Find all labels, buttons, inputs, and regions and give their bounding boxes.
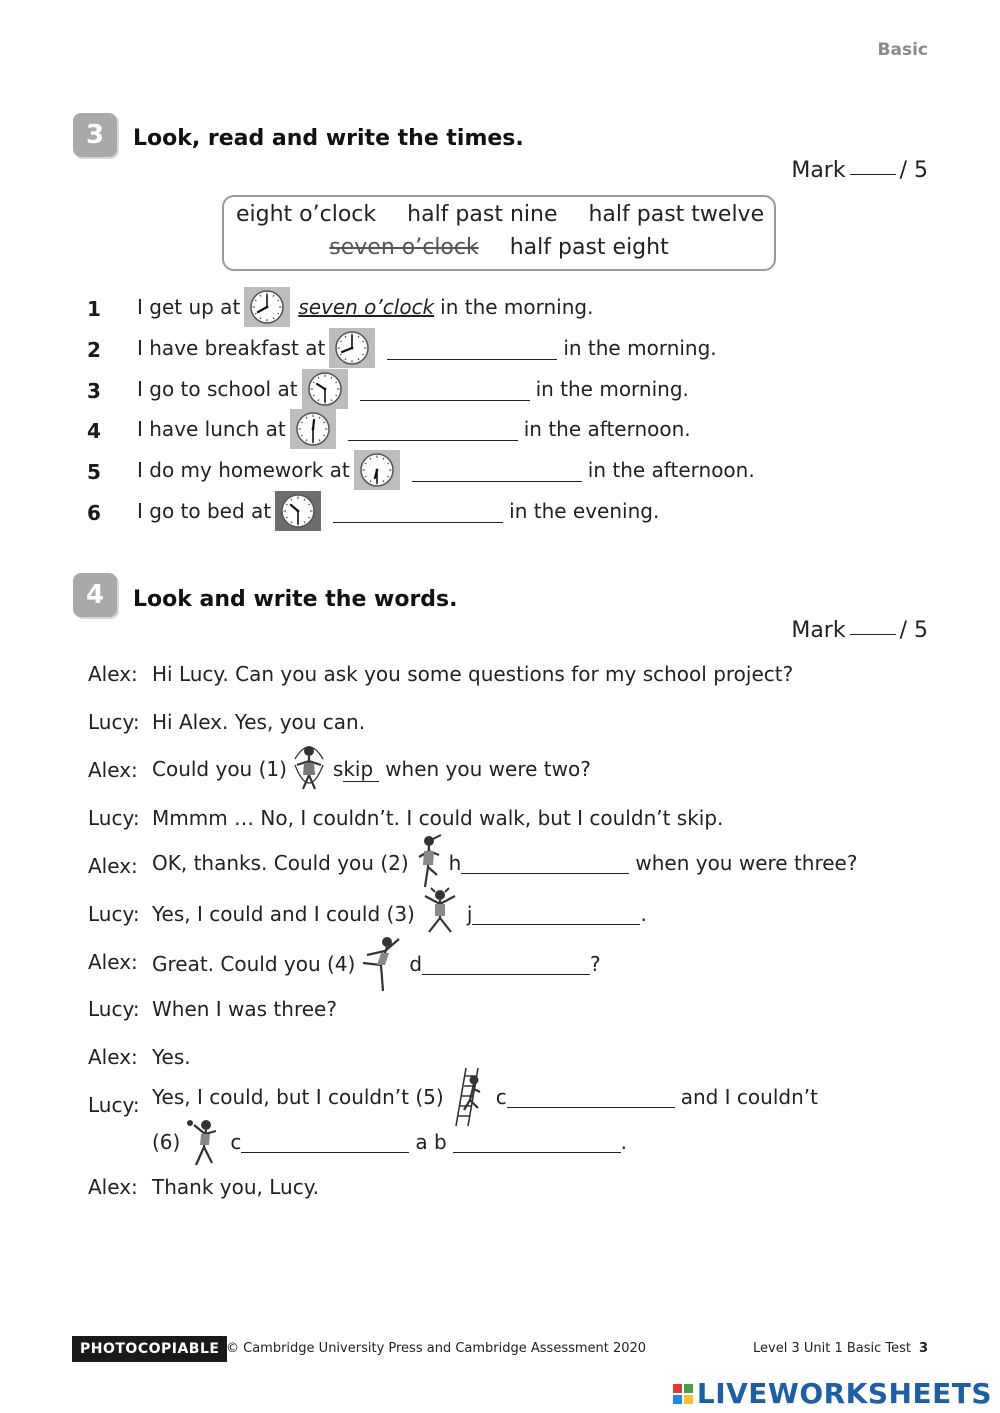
- speaker-label: Alex:: [88, 950, 138, 974]
- question-text: in the morning.: [563, 336, 717, 360]
- dialogue-text: When I was three?: [152, 997, 337, 1021]
- dialogue-line: [152, 997, 337, 1021]
- dialogue-line: [152, 662, 793, 686]
- speaker-label: Lucy:: [88, 902, 140, 926]
- question-text: in the evening.: [509, 499, 660, 523]
- clock-icon: [354, 450, 400, 490]
- liveworksheets-logo[interactable]: [673, 1377, 992, 1410]
- page-number: 3: [919, 1341, 929, 1356]
- speaker-label: Alex:: [88, 1175, 138, 1199]
- speaker-label: Lucy:: [88, 806, 140, 830]
- section-3-mark: [791, 158, 928, 183]
- speaker-label: Alex:: [88, 758, 138, 782]
- dialogue-line: [152, 738, 591, 800]
- dialogue-line: [152, 806, 723, 830]
- question-number: 1: [87, 297, 101, 321]
- speaker-label: Lucy:: [88, 1093, 140, 1117]
- question-text: I do my homework at: [137, 458, 350, 482]
- girl-catching-ball-icon: [184, 1115, 224, 1169]
- speaker-label: Alex:: [88, 662, 138, 686]
- dialogue-text: Yes, I could and I could (3): [152, 902, 415, 926]
- photocopiable-badge: PHOTOCOPIABLE: [72, 1336, 227, 1362]
- section-4-number: 4: [73, 573, 117, 617]
- mark-label: Mark: [791, 158, 846, 183]
- question-number: 5: [87, 460, 101, 484]
- first-letter: h: [448, 851, 462, 875]
- dialogue-text: Yes, I could, but I couldn’t (5): [152, 1085, 444, 1109]
- brand-icon: [673, 1384, 693, 1404]
- dialogue-line: [152, 932, 601, 996]
- answer-input[interactable]: [360, 378, 530, 401]
- word-bank-item: half past eight: [509, 235, 669, 260]
- first-letter: d: [409, 952, 423, 976]
- mark-blank[interactable]: [850, 634, 896, 635]
- question-text: I go to school at: [137, 377, 298, 401]
- mark-blank[interactable]: [850, 174, 896, 175]
- mark-total: / 5: [899, 158, 928, 183]
- question-text: I go to bed at: [137, 499, 272, 523]
- dialogue-text: Yes.: [152, 1045, 191, 1069]
- question-number: 6: [87, 501, 101, 525]
- dialogue-text: Mmmm … No, I couldn’t. I could walk, but I couldn’t skip.: [152, 806, 724, 830]
- dialogue-text: Hi Lucy. Can you ask you some questions for my school project?: [152, 662, 794, 686]
- answer-input[interactable]: [333, 500, 503, 523]
- answer-input[interactable]: [422, 954, 590, 975]
- dialogue-text: .: [640, 902, 647, 926]
- section-3-number: 3: [73, 113, 117, 157]
- level-tag: Basic: [877, 40, 928, 60]
- first-letter: c: [230, 1130, 242, 1154]
- dialogue-line: [152, 1114, 627, 1170]
- girl-dancing-icon: [359, 933, 403, 995]
- speaker-label: Alex:: [88, 1045, 138, 1069]
- dialogue-text: .: [620, 1130, 628, 1154]
- answer-input[interactable]: [453, 1132, 621, 1153]
- example-answer: seven o’clock: [298, 295, 435, 319]
- dialogue-text: ?: [590, 952, 601, 976]
- question-text: in the afternoon.: [587, 458, 755, 482]
- first-letter: s: [332, 757, 344, 781]
- first-letter: j: [466, 902, 473, 926]
- question-2: [137, 328, 717, 368]
- question-1: [137, 287, 593, 327]
- dialogue-line: [152, 710, 365, 734]
- word-bank-item-used: seven o’clock: [329, 235, 479, 260]
- speaker-label: Lucy:: [88, 710, 140, 734]
- answer-input[interactable]: [387, 337, 557, 360]
- question-text: in the afternoon.: [523, 417, 691, 441]
- answer-input[interactable]: [461, 853, 629, 874]
- dialogue-line: [152, 1175, 319, 1199]
- clock-icon: [290, 409, 336, 449]
- word-bank-item: half past twelve: [588, 202, 765, 227]
- mark-total: / 5: [899, 618, 928, 643]
- word-bank-item: half past nine: [407, 202, 558, 227]
- answer-input[interactable]: [412, 459, 582, 482]
- answer-input[interactable]: [241, 1132, 409, 1153]
- section-3-title: Look, read and write the times.: [133, 126, 524, 151]
- clock-icon: [329, 328, 375, 368]
- test-name: Level 3 Unit 1 Basic Test: [753, 1341, 911, 1356]
- dialogue-text: (6): [152, 1130, 181, 1154]
- question-text: I have lunch at: [137, 417, 286, 441]
- brand-name: LIVEWORKSHEETS: [696, 1377, 992, 1410]
- clock-icon: [244, 287, 290, 327]
- copyright-text: © Cambridge University Press and Cambridge Assessment 2020: [226, 1341, 647, 1356]
- answer-input[interactable]: [507, 1087, 675, 1108]
- question-4: [137, 409, 691, 449]
- dialogue-text: Hi Alex. Yes, you can.: [152, 710, 366, 734]
- dialogue-text: Thank you, Lucy.: [152, 1175, 320, 1199]
- question-3: [137, 369, 689, 409]
- word-bank: [222, 195, 776, 271]
- dialogue-text: OK, thanks. Could you (2): [152, 851, 409, 875]
- example-answer: kip: [343, 757, 379, 782]
- section-4-mark: [791, 618, 928, 643]
- mark-label: Mark: [791, 618, 846, 643]
- dialogue-text: Could you (1): [152, 757, 287, 781]
- section-4-title: Look and write the words.: [133, 587, 458, 612]
- question-text: in the morning.: [535, 377, 689, 401]
- question-number: 2: [87, 338, 101, 362]
- dialogue-text: when you were three?: [635, 851, 858, 875]
- question-6: [137, 491, 659, 531]
- dialogue-text: a b: [415, 1130, 447, 1154]
- question-text: I get up at: [137, 295, 241, 319]
- first-letter: c: [495, 1085, 507, 1109]
- speaker-label: Lucy:: [88, 997, 140, 1021]
- question-number: 3: [87, 379, 101, 403]
- clock-icon: [302, 369, 348, 409]
- dialogue-text: when you were two?: [385, 757, 591, 781]
- speaker-label: Alex:: [88, 854, 138, 878]
- dialogue-text: and I couldn’t: [680, 1085, 818, 1109]
- answer-input[interactable]: [472, 904, 640, 925]
- question-5: [137, 450, 755, 490]
- word-bank-item: eight o’clock: [236, 202, 377, 227]
- dialogue-text: Great. Could you (4): [152, 952, 356, 976]
- clock-icon: [275, 491, 321, 531]
- question-number: 4: [87, 419, 101, 443]
- girl-skipping-icon: [291, 739, 327, 799]
- question-text: in the morning.: [440, 295, 594, 319]
- answer-input[interactable]: [348, 418, 518, 441]
- question-text: I have breakfast at: [137, 336, 326, 360]
